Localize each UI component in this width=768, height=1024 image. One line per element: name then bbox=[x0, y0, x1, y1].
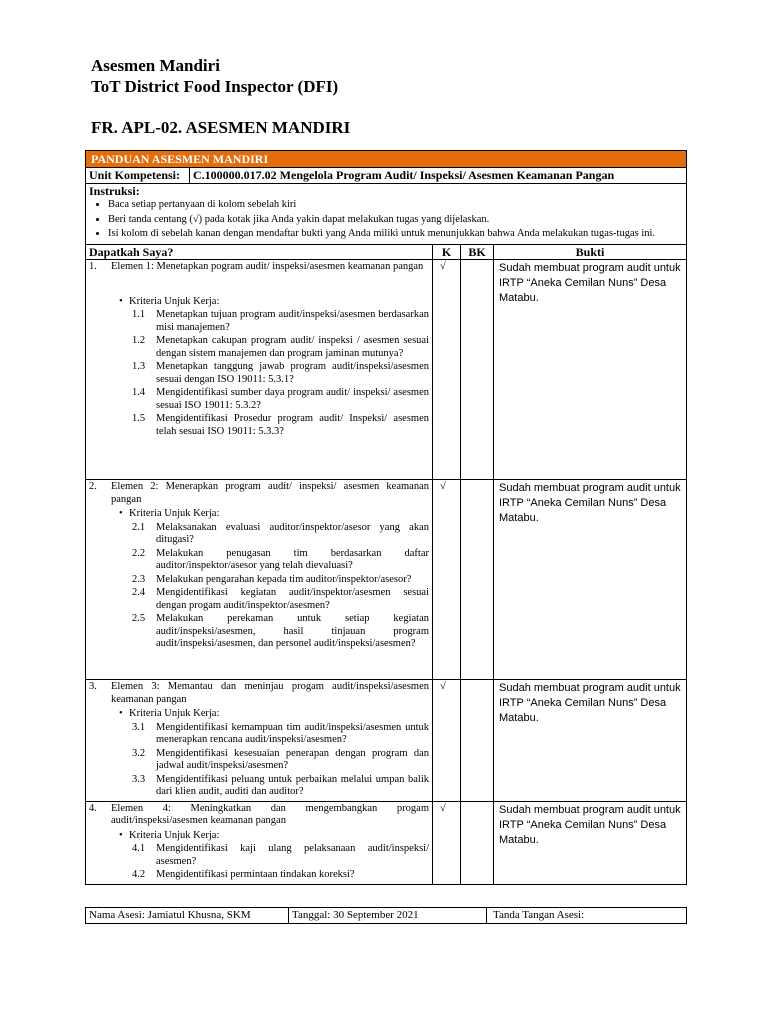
criteria-item: 3.3 Mengidentifikasi peluang untuk perbaikan melalui umpan balik dari klien audit, auditi dan auditor? bbox=[132, 773, 429, 797]
element-question-cell: 3. Elemen 3: Memantau dan meninjau progam audit/inspeksi/asesmen keamanan pangan • Kriteria Unjuk Kerja: 3.1 Mengidentifikasi kemampuan tim audit/inspeksi/asesmen untuk menerapkan rencana audit/inspeksi/asesmen? 3.2 Mengidentifikasi kesesuaian penerapan dengan program dan jadwal audit/inspeksi/asesmen? 3.3 Mengidentifikasi peluang untuk perbaikan melalui umpan balik dari klien audit, auditi dan auditor? bbox=[86, 680, 433, 802]
unit-value: C.100000.017.02 Mengelola Program Audit/ Inspeksi/ Asesmen Keamanan Pangan bbox=[190, 168, 687, 184]
bk-checkbox[interactable] bbox=[461, 680, 494, 802]
criteria-item: 3.1 Mengidentifikasi kemampuan tim audit/inspeksi/asesmen untuk menerapkan rencana audit/inspeksi/asesmen? bbox=[132, 721, 429, 745]
k-checkbox[interactable]: √ bbox=[433, 260, 461, 480]
instruksi-list bbox=[89, 199, 683, 241]
criteria-item: 2.1 Melaksanakan evaluasi auditor/inspektor/asesor yang akan ditugasi? bbox=[132, 521, 429, 545]
element-row bbox=[86, 680, 687, 802]
element-title: Elemen 1: Menetapkan pogram audit/ inspeksi/asesmen keamanan pangan bbox=[111, 261, 424, 272]
element-number: 3. bbox=[89, 681, 97, 692]
kriteria-label: Kriteria Unjuk Kerja: bbox=[129, 829, 220, 841]
criteria-item: 1.2 Menetapkan cakupan program audit/ inspeksi / asesmen sesuai dengan sistem manajemen dan program jaminan mutunya? bbox=[132, 335, 429, 359]
element-title: Elemen 4: Meningkatkan dan mengembangkan progam audit/inspeksi/asesmen keamanan pangan bbox=[111, 802, 429, 826]
element-number: 2. bbox=[89, 481, 97, 492]
criteria-item: 1.1 Menetapkan tujuan program audit/inspeksi/asesmen berdasarkan misi manajemen? bbox=[132, 309, 429, 333]
instruksi-item: • Beri tanda centang (√) pada kotak jika Anda yakin dapat melakukan tugas yang dijelaskan. bbox=[108, 214, 683, 227]
form-title: FR. APL-02. ASESMEN MANDIRI bbox=[91, 118, 351, 137]
element-title: Elemen 3: Memantau dan meninjau progam audit/inspeksi/asesmen keamanan pangan bbox=[111, 681, 429, 705]
criteria-item: 2.5 Melakukan perekaman untuk setiap kegiatan audit/inspeksi/asesmen, hasil tinjauan program audit/inspeksi/asesmen, dan personel audit/inspeksi/asesmen? bbox=[132, 613, 429, 649]
tanggal-field[interactable]: Tanggal: 30 September 2021 bbox=[289, 908, 487, 924]
criteria-item: 1.3 Menetapkan tanggung jawab program audit/inspeksi/asesmen sesuai dengan ISO 19011: 5.3.1? bbox=[132, 361, 429, 385]
col-header-k: K bbox=[433, 244, 461, 260]
element-question-cell: 4. Elemen 4: Meningkatkan dan mengembangkan progam audit/inspeksi/asesmen keamanan pangan • Kriteria Unjuk Kerja: 4.1 Mengidentifikasi kaji ulang pelaksanaan audit/inspeksi/ asesmen? 4.2 Mengidentifikasi permintaan tindakan koreksi? bbox=[86, 801, 433, 884]
element-question-cell: 1. Elemen 1: Menetapkan pogram audit/ inspeksi/asesmen keamanan pangan • Kriteria Unjuk Kerja: 1.1 Menetapkan tujuan program audit/inspeksi/asesmen berdasarkan misi manajemen? 1.2 Menetapkan cakupan program audit/ inspeksi / asesmen sesuai dengan sistem manajemen dan program jaminan mutunya? 1.3 Menetapkan tanggung jawab program audit/inspeksi/asesmen sesuai dengan ISO 19011: 5.3.1? 1.4 Mengidentifikasi sumber daya program audit/ inspeksi/ asesmen sesuai ISO 19011: 5.3.2? 1.5 Mengidentifikasi Prosedur program audit/ Inspeksi/ asesmen telah sesuai ISO 19011: 5.3.3? bbox=[86, 260, 433, 480]
criteria-item: 2.3 Melakukan pengarahan kepada tim auditor/inspektor/asesor? bbox=[132, 573, 412, 585]
criteria-item: 2.2 Melakukan penugasan tim berdasarkan daftar auditor/inspektor/asesor yang telah dievaluasi? bbox=[132, 547, 429, 571]
panduan-header: PANDUAN ASESMEN MANDIRI bbox=[86, 151, 687, 168]
nama-asesi-field[interactable]: Nama Asesi: Jamiatul Khusna, SKM bbox=[86, 908, 289, 924]
bk-checkbox[interactable] bbox=[461, 801, 494, 884]
criteria-item: 4.1 Mengidentifikasi kaji ulang pelaksanaan audit/inspeksi/ asesmen? bbox=[132, 843, 429, 867]
bukti-field[interactable]: Sudah membuat program audit untuk IRTP “Aneka Cemilan Nuns” Desa Matabu. bbox=[494, 801, 687, 884]
criteria-item: 1.5 Mengidentifikasi Prosedur program audit/ Inspeksi/ asesmen telah sesuai ISO 19011: 5.3.3? bbox=[132, 413, 429, 437]
instruksi-label: Instruksi: bbox=[89, 183, 140, 198]
document-title: Asesmen Mandiri bbox=[91, 56, 220, 75]
col-header-question: Dapatkah Saya? bbox=[86, 244, 433, 260]
k-checkbox[interactable]: √ bbox=[433, 480, 461, 680]
bk-checkbox[interactable] bbox=[461, 260, 494, 480]
tanda-tangan-field[interactable]: Tanda Tangan Asesi: bbox=[487, 908, 687, 924]
criteria-item: 4.2 Mengidentifikasi permintaan tindakan koreksi? bbox=[132, 869, 355, 880]
k-checkbox[interactable]: √ bbox=[433, 680, 461, 802]
element-row bbox=[86, 480, 687, 680]
document-subtitle: ToT District Food Inspector (DFI) bbox=[91, 77, 339, 96]
instruksi-item: • Baca setiap pertanyaan di kolom sebelah kiri bbox=[108, 199, 683, 212]
col-header-bk: BK bbox=[461, 244, 494, 260]
bukti-field[interactable]: Sudah membuat program audit untuk IRTP “Aneka Cemilan Nuns” Desa Matabu. bbox=[494, 680, 687, 802]
bukti-field[interactable]: Sudah membuat program audit untuk IRTP “Aneka Cemilan Nuns” Desa Matabu. bbox=[494, 260, 687, 480]
element-question-cell: 2. Elemen 2: Menerapkan program audit/ inspeksi/ asesmen keamanan pangan • Kriteria Unjuk Kerja: 2.1 Melaksanakan evaluasi auditor/inspektor/asesor yang akan ditugasi? 2.2 Melakukan penugasan tim berdasarkan daftar auditor/inspektor/asesor yang telah dievaluasi? 2.3 Melakukan pengarahan kepada tim auditor/inspektor/asesor? 2.4 Mengidentifikasi kegiatan audit/inspektor/asesmen sesuai dengan progam audit/inspektor/asesmen? 2.5 Melakukan perekaman untuk setiap kegiatan audit/inspeksi/asesmen, hasil tinjauan program audit/inspeksi/asesmen, dan personel audit/inspeksi/asesmen? bbox=[86, 480, 433, 680]
criteria-item: 2.4 Mengidentifikasi kegiatan audit/inspektor/asesmen sesuai dengan progam audit/inspektor/asesmen? bbox=[132, 587, 429, 611]
signature-row-table bbox=[85, 907, 687, 924]
element-title: Elemen 2: Menerapkan program audit/ inspeksi/ asesmen keamanan pangan bbox=[111, 481, 429, 505]
criteria-item: 1.4 Mengidentifikasi sumber daya program audit/ inspeksi/ asesmen sesuai ISO 19011: 5.3.2? bbox=[132, 387, 429, 411]
element-number: 4. bbox=[89, 802, 97, 814]
unit-label: Unit Kompetensi: bbox=[86, 168, 190, 184]
element-number: 1. bbox=[89, 261, 97, 272]
element-row bbox=[86, 260, 687, 480]
bk-checkbox[interactable] bbox=[461, 480, 494, 680]
element-row bbox=[86, 801, 687, 884]
kriteria-label: Kriteria Unjuk Kerja: bbox=[129, 508, 220, 519]
col-header-bukti: Bukti bbox=[494, 244, 687, 260]
criteria-item: 3.2 Mengidentifikasi kesesuaian penerapan dengan program dan jadwal audit/inspeksi/asesmen? bbox=[132, 747, 429, 771]
kriteria-label: Kriteria Unjuk Kerja: bbox=[129, 708, 220, 719]
k-checkbox[interactable]: √ bbox=[433, 801, 461, 884]
assessment-form-table bbox=[85, 150, 687, 885]
kriteria-label: Kriteria Unjuk Kerja: bbox=[129, 295, 220, 307]
bukti-field[interactable]: Sudah membuat program audit untuk IRTP “Aneka Cemilan Nuns” Desa Matabu. bbox=[494, 480, 687, 680]
instruksi-item: • Isi kolom di sebelah kanan dengan mendaftar bukti yang Anda miliki untuk menunjukkan bahwa Anda melakukan tugas-tugas ini. bbox=[108, 228, 683, 241]
instruksi-cell bbox=[86, 183, 687, 244]
